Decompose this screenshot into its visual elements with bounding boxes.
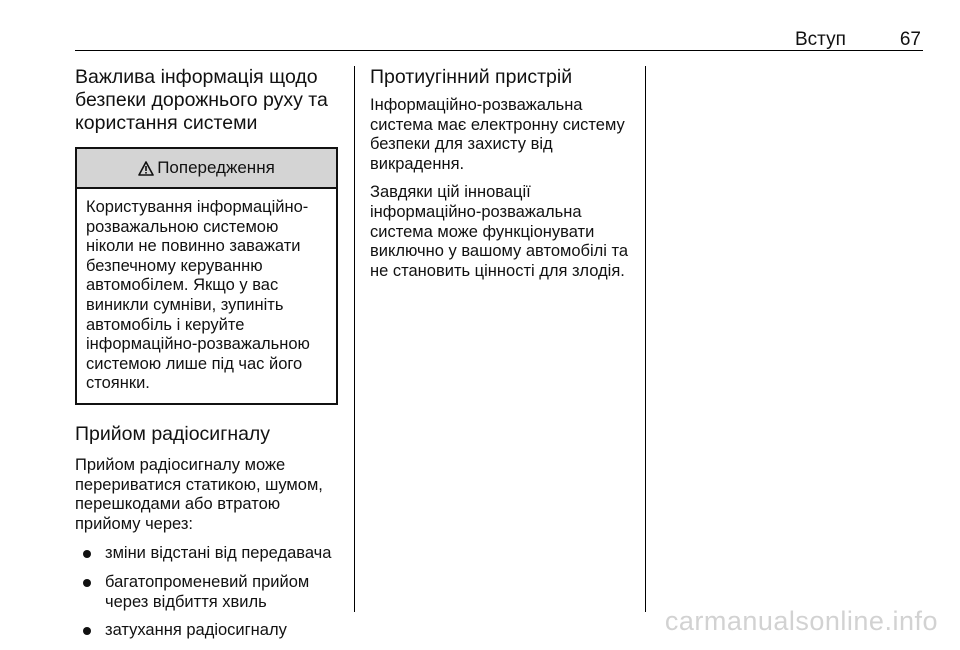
column-divider-left: [354, 66, 355, 612]
list-item-text: багатопроменевий прийом через відбиття хвиль: [105, 572, 310, 611]
safety-title-line-1: Важлива інформація щодо: [75, 66, 318, 88]
safety-title-line-3: користання системи: [75, 112, 258, 134]
warning-box: [75, 147, 338, 405]
bullet-icon: [83, 550, 91, 558]
list-item-text: затухання радіосигналу: [105, 621, 287, 640]
column-divider-right: [645, 66, 646, 612]
list-item: [75, 544, 340, 564]
list-item: [75, 621, 340, 641]
warning-triangle-icon: [138, 161, 154, 176]
antitheft-paragraph-1: Інформаційно-розважальна система має електронну систему безпеки для захисту від викрадення.: [370, 96, 625, 173]
left-column: [75, 66, 340, 650]
warning-text: Користування інформаційно-розважальною системою ніколи не повинно заважати безпечному керуванню автомобілем. Якщо у вас виникли сумніви, зупиніть автомобіль і керуйте інформаційно-розважальною системою лише під час його стоянки.: [86, 198, 310, 393]
list-item: [75, 573, 340, 612]
watermark: carmanualsonline.info: [664, 606, 938, 636]
radio-section-title: Прийом радіосигналу: [75, 422, 271, 445]
safety-section-title: [75, 66, 340, 135]
chapter-title: Вступ: [795, 29, 846, 50]
warning-heading: [77, 149, 336, 189]
page-number: 67: [899, 29, 921, 50]
antitheft-paragraph-2: Завдяки цій інновації інформаційно-розважальна система може функціонувати виключно у вашому автомобілі та не становить цінності для злодія.: [370, 183, 629, 280]
list-item-text: зміни відстані від передавача: [105, 544, 332, 563]
warning-heading-label: Попередження: [157, 158, 275, 177]
radio-intro: Прийом радіосигналу може перериватися статикою, шумом, перешкодами або втратою прийому через:: [75, 455, 323, 533]
bullet-icon: [83, 627, 91, 635]
bullet-icon: [83, 579, 91, 587]
radio-bullet-list: [75, 544, 340, 640]
safety-title-line-2: безпеки дорожнього руху та: [75, 89, 328, 111]
middle-column: [370, 66, 632, 281]
header-rule: [75, 50, 923, 51]
antitheft-section-title: Протиугінний пристрій: [370, 66, 573, 88]
